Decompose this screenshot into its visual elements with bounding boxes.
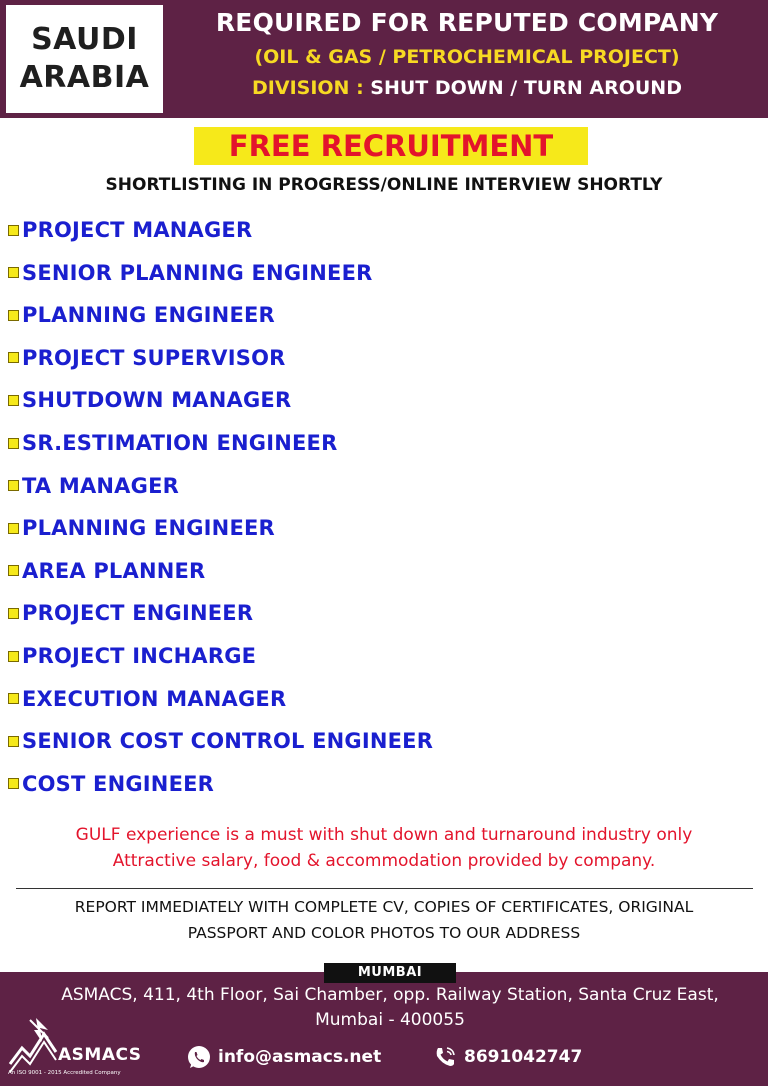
city-tag: MUMBAI [324,963,456,983]
email-contact[interactable] [186,1043,381,1071]
shortlisting-text: SHORTLISTING IN PROGRESS/ONLINE INTERVIEW SHORTLY [105,175,663,195]
report-instructions-line-2: PASSPORT AND COLOR PHOTOS TO OUR ADDRESS [187,924,581,942]
division-label: DIVISION : [252,77,364,99]
job-item [8,551,205,591]
bullet-icon [8,352,19,363]
bullet-icon [8,480,19,491]
job-item [8,253,373,293]
address-line-2: Mumbai - 400055 [315,1010,465,1030]
job-title: SHUTDOWN MANAGER [22,388,292,413]
whatsapp-icon [186,1044,212,1070]
bullet-icon [8,395,19,406]
logo-certification: An ISO 9001 - 2015 Accredited Company [8,1070,121,1076]
bullet-icon [8,693,19,704]
job-title: TA MANAGER [22,473,179,498]
job-title: PLANNING ENGINEER [22,516,275,541]
job-item [8,295,275,335]
country-line-1: SAUDI [31,22,138,57]
job-item [8,380,291,420]
address-line-1: ASMACS, 411, 4th Floor, Sai Chamber, opp. Railway Station, Santa Cruz East, [61,985,719,1005]
bullet-icon [8,778,19,789]
bullet-icon [8,267,19,278]
bullet-icon [8,651,19,662]
job-item [8,636,256,676]
country-box [6,5,163,113]
email-text[interactable]: info@asmacs.net [218,1047,382,1067]
bullet-icon [8,225,19,236]
free-recruitment-banner: FREE RECRUITMENT [194,127,588,165]
logo-name: ASMACS [58,1045,142,1065]
job-item [8,679,286,719]
requirement-note: GULF experience is a must with shut down and turnaround industry only [75,825,693,845]
job-title: EXECUTION MANAGER [22,686,287,711]
bullet-icon [8,608,19,619]
job-title: PROJECT ENGINEER [22,601,254,626]
job-item [8,210,252,250]
job-item [8,593,253,633]
job-item [8,508,275,548]
job-title: AREA PLANNER [22,558,206,583]
benefits-note: Attractive salary, food & accommodation provided by company. [112,851,656,871]
job-title: PROJECT SUPERVISOR [22,345,286,370]
job-item [8,764,214,804]
bullet-icon [8,523,19,534]
divider [16,888,753,889]
country-line-2: ARABIA [19,60,150,95]
job-title: PROJECT MANAGER [22,218,253,242]
job-title: SR.ESTIMATION ENGINEER [22,431,338,455]
job-title: SENIOR PLANNING ENGINEER [22,260,373,285]
phone-icon [432,1044,458,1070]
job-title: SENIOR COST CONTROL ENGINEER [22,729,434,754]
header-title: REQUIRED FOR REPUTED COMPANY [215,8,719,37]
bullet-icon [8,438,19,449]
phone-text[interactable]: 8691042747 [464,1047,583,1067]
job-item [8,338,286,378]
job-title: PROJECT INCHARGE [22,644,257,668]
bullet-icon [8,565,19,576]
header-subtitle: (OIL & GAS / PETROCHEMICAL PROJECT) [254,46,680,68]
report-instructions-line-1: REPORT IMMEDIATELY WITH COMPLETE CV, COPIES OF CERTIFICATES, ORIGINAL [74,898,694,916]
phone-contact[interactable] [432,1043,582,1071]
job-item [8,721,433,761]
job-title: PLANNING ENGINEER [22,303,275,328]
job-item [8,423,337,463]
header-division [172,74,762,102]
job-title: COST ENGINEER [22,771,215,796]
job-item [8,466,179,506]
bullet-icon [8,310,19,321]
bullet-icon [8,736,19,747]
division-value: SHUT DOWN / TURN AROUND [370,77,682,99]
